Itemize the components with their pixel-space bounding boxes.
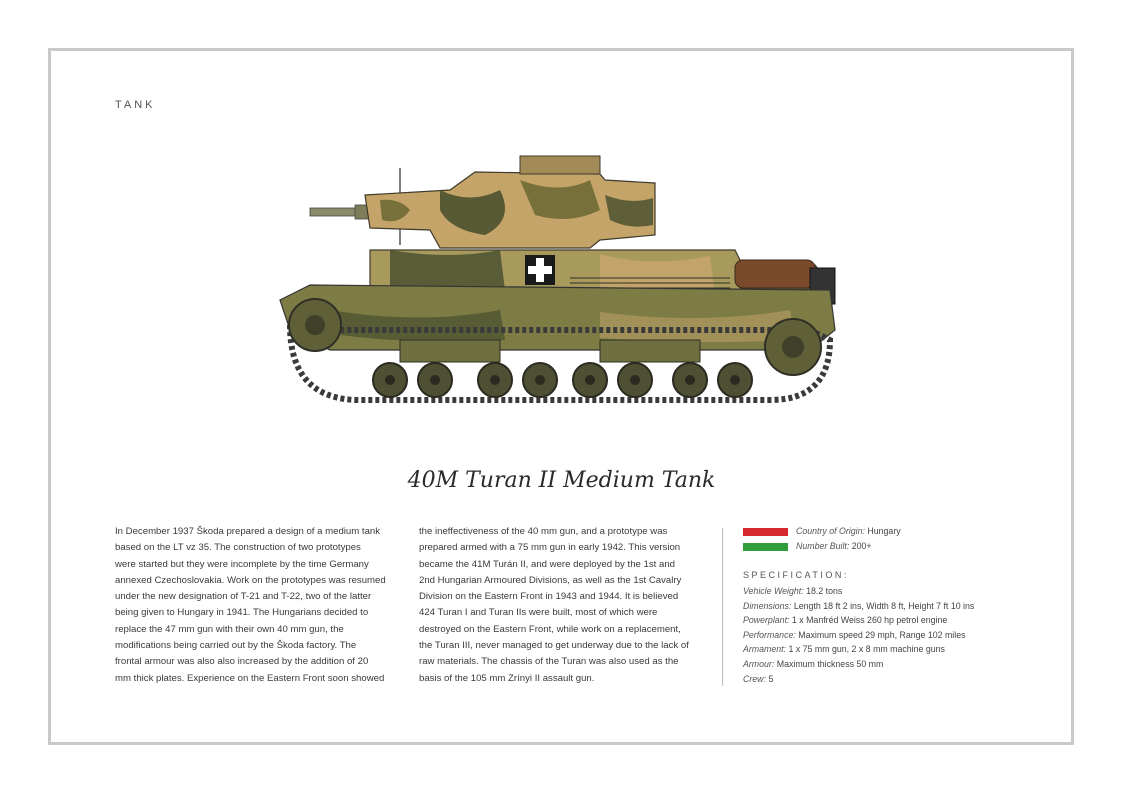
spec-value: 1 x 75 mm gun, 2 x 8 mm machine guns bbox=[788, 644, 945, 655]
spec-label: Armour: bbox=[743, 658, 775, 669]
spec-value: 1 x Manfréd Weiss 260 hp petrol engine bbox=[791, 615, 948, 626]
description-line: 424 Turan I and Turan IIs were built, most of which were bbox=[419, 607, 658, 619]
spec-label: Performance: bbox=[743, 629, 796, 640]
category-label: TANK bbox=[115, 99, 156, 111]
description-line: based on the LT vz 35. The construction of two prototypes bbox=[115, 542, 361, 554]
description-line: basis of the 105 mm Zrínyi II assault gun. bbox=[419, 672, 595, 684]
spec-row bbox=[743, 613, 974, 628]
poster-title: 40M Turan II Medium Tank bbox=[407, 468, 716, 493]
description-line: annexed Czechoslovakia. Work on the prototypes was resumed bbox=[115, 574, 386, 586]
spec-value: Maximum speed 29 mph, Range 102 miles bbox=[798, 629, 966, 640]
description-line: under the new designation of T-21 and T-22, two of the latter bbox=[115, 591, 372, 603]
spec-label: Powerplant: bbox=[743, 615, 790, 626]
specification-list bbox=[743, 584, 974, 686]
spec-row bbox=[743, 599, 974, 614]
description-line: the Turan III, never managed to get underway due to the lack of bbox=[419, 640, 689, 652]
spec-value: Maximum thickness 50 mm bbox=[776, 658, 884, 669]
description-line: frontal armour was also also increased by the addition of 20 bbox=[115, 656, 369, 668]
hungary-flag-red-stripe bbox=[743, 528, 788, 536]
country-value: Hungary bbox=[867, 526, 901, 536]
description-line: raw materials. The chassis of the Turan was also used as the bbox=[419, 656, 679, 668]
description-line: the ineffectiveness of the 40 mm gun, and a prototype was bbox=[419, 526, 668, 537]
spec-row bbox=[743, 657, 974, 672]
description-line: Division on the Eastern Front in 1943 and 1944. It is believed bbox=[419, 591, 679, 603]
description-line: replace the 47 mm gun with their own 40 mm gun, the bbox=[115, 623, 344, 635]
spec-label: Vehicle Weight: bbox=[743, 586, 804, 596]
built-label: Number Built: bbox=[796, 541, 850, 551]
description-line: destroyed on the Eastern Front, while work on a replacement, bbox=[419, 623, 681, 635]
built-value: 200+ bbox=[851, 541, 872, 551]
description-line: being given to Hungary in 1941. The Hungarians decided to bbox=[115, 607, 369, 619]
description-column-1 bbox=[115, 524, 405, 687]
column-divider bbox=[722, 528, 723, 686]
spec-label: Armament: bbox=[743, 644, 787, 655]
description-line: became the 41M Turán II, and were deployed by the 1st and bbox=[419, 558, 675, 570]
country-of-origin bbox=[796, 526, 901, 536]
spec-row bbox=[743, 584, 974, 599]
description-line: 2nd Hungarian Armoured Divisions, as well as the 1st Cavalry bbox=[419, 574, 682, 586]
spec-value: 18.2 tons bbox=[806, 586, 843, 596]
country-label: Country of Origin: bbox=[796, 526, 865, 536]
hungary-flag-green-stripe bbox=[743, 543, 788, 551]
tank-illustration bbox=[270, 150, 860, 410]
spec-label: Crew: bbox=[743, 673, 766, 684]
specification-heading: SPECIFICATION: bbox=[743, 570, 849, 580]
description-line: prepared armed with a 75 mm gun in early 1942. This version bbox=[419, 542, 681, 554]
spec-value: Length 18 ft 2 ins, Width 8 ft, Height 7 ft 10 ins bbox=[793, 600, 975, 611]
spec-value: 5 bbox=[768, 673, 774, 684]
spec-row bbox=[743, 672, 974, 687]
spec-label: Dimensions: bbox=[743, 600, 792, 611]
description-column-2 bbox=[419, 524, 709, 687]
description-line: modifications being carried out by the Škoda factory. The bbox=[115, 640, 357, 652]
description-line: mm thick plates. Experience on the Eastern Front soon showed bbox=[115, 672, 385, 684]
number-built bbox=[796, 541, 872, 551]
spec-row bbox=[743, 628, 974, 643]
spec-row bbox=[743, 642, 974, 657]
description-line: In December 1937 Škoda prepared a design of a medium tank bbox=[115, 526, 381, 537]
description-line: were started but they were incomplete by the time Germany bbox=[115, 558, 369, 570]
